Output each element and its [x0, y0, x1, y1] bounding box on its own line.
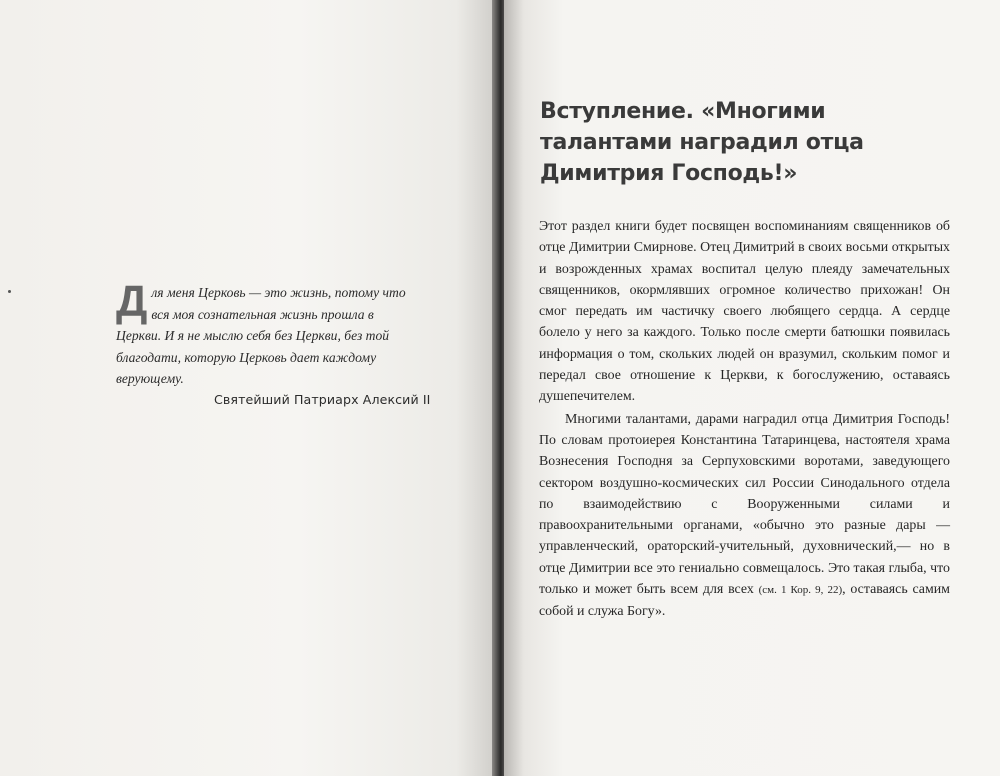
- chapter-body: [539, 216, 950, 623]
- chapter-title: Вступление. «Многими талантами наградил отца Димитрия Господь!»: [540, 99, 864, 186]
- paragraph-2: [539, 409, 950, 623]
- paragraph-1: Этот раздел книги будет посвящен воспоминаниям священников об отце Димитрии Смирнове. Отец Димитрий в своих восьми открытых и возрожденных храмах воспитал целую плеяду замечательных священников, окормлявших огромное количество прихожан! Он смог передать им частичку своего любящего сердца. А сердце болело у него за каждого. Только после смерти батюшки появилась информация о том, скольких людей он вразумил, скольким помог и передал свое отношение к Церкви, к богослужению, оставаясь душепечителем.: [539, 219, 950, 405]
- bleed-through-shadow: [40, 30, 49, 69]
- left-page: [0, 0, 496, 776]
- epigraph-quote: [116, 277, 416, 390]
- epigraph-author: Святейший Патриарх Алексий II: [214, 392, 431, 407]
- paper-speck: [8, 290, 11, 293]
- paragraph-2-main: Многими талантами, дарами наградил отца Димитрия Господь! По словам протоиерея Константина Татаринцева, настоятеля храма Вознесения Господня за Серпуховскими воротами, заведующего сектором воздушно-космических сил России Синодального отдела по взаимодействию с Вооруженными силами и правоохранительными органами, «обычно это разные дары — управленческий, ораторский-учительный, духовнический,— но в отце Димитрии все это гениально совмещалось. Это такая глыба, что только и может быть всем для всех: [539, 411, 950, 598]
- drop-cap: Д: [116, 277, 148, 326]
- bible-reference: (см. 1 Кор. 9, 22): [758, 584, 843, 597]
- paragraph-2-end: , оставаясь самим собой и служа Богу».: [539, 582, 950, 620]
- epigraph-text: ля меня Церковь — это жизнь, потому что вся моя сознательная жизнь прошла в Церкви. И я не мыслю себя без Церкви, без той благодати, которую Церковь дает каждому верующему.: [116, 285, 406, 386]
